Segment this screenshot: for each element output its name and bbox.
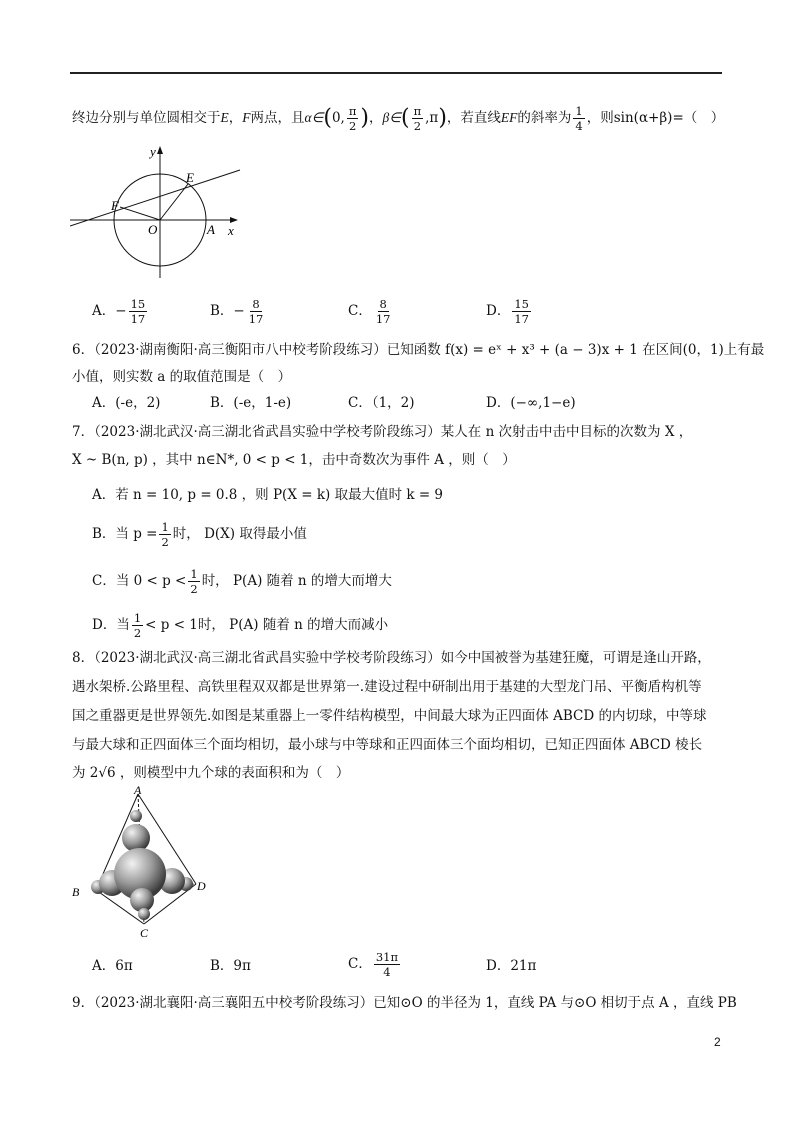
label-D: D bbox=[197, 879, 206, 893]
q8-line-1: 8．（2023·湖北武汉·高三湖北省武昌实验中学校考阶段练习）如今中国被誉为基建狂魔，可谓是逢山开路， bbox=[72, 650, 711, 666]
page-number: 2 bbox=[714, 1035, 721, 1049]
q7-line-1: 7．（2023·湖北武汉·高三湖北省武昌实验中学校考阶段练习）某人在 n 次射击中击中目标的次数为 X ， bbox=[72, 424, 693, 440]
q8-option-d[interactable]: D．21π bbox=[486, 958, 537, 974]
line-EF bbox=[70, 170, 240, 226]
q5-option-b[interactable]: B．− $\frac{8}{17}$ bbox=[210, 297, 264, 326]
q8-line-4: 与最大球和正四面体三个面均相切，最小球与中等球和正四面体三个面均相切，已知正四面体 ABCD 棱长 bbox=[72, 737, 703, 753]
q6-line-2: 小值，则实数 a 的取值范围是（ ） bbox=[72, 369, 292, 385]
q8-line-2: 遇水架桥.公路里程、高铁里程双双都是世界第一.建设过程中研制出用于基建的大型龙门吊、平衡盾构机等 bbox=[72, 679, 702, 695]
q5-stem: 终边分别与单位圆相交于E，F两点，且α∈(0, $\frac{\pi}{2}$ )，β∈( $\frac{\pi}{2}$ ,π)，若直线EF的斜率为 $\frac{1}{4}$ ，则sin(α+β)=（ ） bbox=[72, 104, 725, 133]
y-axis-arrow bbox=[157, 146, 163, 154]
q8-line-3: 国之重器更是世界领先.如图是某重器上一零件结构模型，中间最大球为正四面体 ABCD 的内切球，中等球 bbox=[72, 708, 707, 724]
q9-line-1: 9．（2023·湖北襄阳·高三襄阳五中校考阶段练习）已知⊙O 的半径为 1，直线 PA 与⊙O 相切于点 A ，直线 PB bbox=[72, 995, 737, 1011]
q6-option-a[interactable]: A．(-e，2) bbox=[92, 395, 161, 411]
q6-line-1: 6．（2023·湖南衡阳·高三衡阳市八中校考阶段练习）已知函数 f(x) = eˣ + x³ + (a − 3)x + 1 在区间(0，1)上有最 bbox=[72, 342, 765, 358]
q5-option-d[interactable]: D． $\frac{15}{17}$ bbox=[486, 297, 529, 326]
small-ball-bottom bbox=[138, 908, 150, 920]
mid-ball-top bbox=[122, 824, 150, 852]
label-B: B bbox=[72, 885, 80, 899]
label-C: C bbox=[140, 926, 149, 938]
segment-OF bbox=[120, 207, 160, 220]
label-x: x bbox=[228, 223, 234, 238]
label-O: O bbox=[148, 222, 158, 237]
q5-unit-circle-figure bbox=[70, 140, 250, 280]
q6-option-b[interactable]: B．(-e，1-e) bbox=[210, 395, 292, 411]
q8-option-a[interactable]: A．6π bbox=[92, 958, 133, 974]
q7-line-2: X ~ B(n, p) ，其中 n∈N*, 0 < p < 1，击中奇数次为事件 A ，则（ ） bbox=[72, 452, 516, 468]
q8-tetrahedron-figure bbox=[68, 786, 218, 938]
q8-option-c[interactable]: C． $\frac{31\pi}{4}$ bbox=[348, 950, 399, 979]
q7-option-a[interactable]: A．若 n = 10, p = 0.8 ，则 P(X = k) 取最大值时 k = 9 bbox=[92, 487, 444, 503]
q6-option-c[interactable]: C．（1，2) bbox=[348, 395, 415, 411]
q5-option-a[interactable]: A．− $\frac{15}{17}$ bbox=[92, 297, 146, 326]
q7-option-d[interactable]: D．当 $\frac{1}{2}$ < p < 1时， P(A) 随着 n 的增大而减小 bbox=[92, 611, 389, 640]
label-A: A bbox=[134, 786, 142, 797]
label-E: E bbox=[186, 170, 194, 185]
q5-option-c[interactable]: C． $\frac{8}{17}$ bbox=[348, 297, 391, 326]
q7-option-b[interactable]: B．当 p = $\frac{1}{2}$ 时， D(X) 取得最小值 bbox=[92, 520, 307, 549]
q8-option-b[interactable]: B．9π bbox=[210, 958, 251, 974]
label-A: A bbox=[207, 222, 215, 237]
label-F: F bbox=[111, 198, 119, 213]
small-ball-top bbox=[130, 810, 142, 822]
q6-option-d[interactable]: D．(−∞,1−e) bbox=[486, 395, 576, 411]
header-rule bbox=[70, 72, 722, 74]
q7-option-c[interactable]: C．当 0 < p < $\frac{1}{2}$ 时， P(A) 随着 n 的增大而增大 bbox=[92, 567, 392, 596]
segment-OE bbox=[160, 184, 188, 220]
q8-line-5: 为 2√6 ，则模型中九个球的表面积和为（ ） bbox=[72, 765, 350, 781]
label-y: y bbox=[150, 144, 156, 159]
